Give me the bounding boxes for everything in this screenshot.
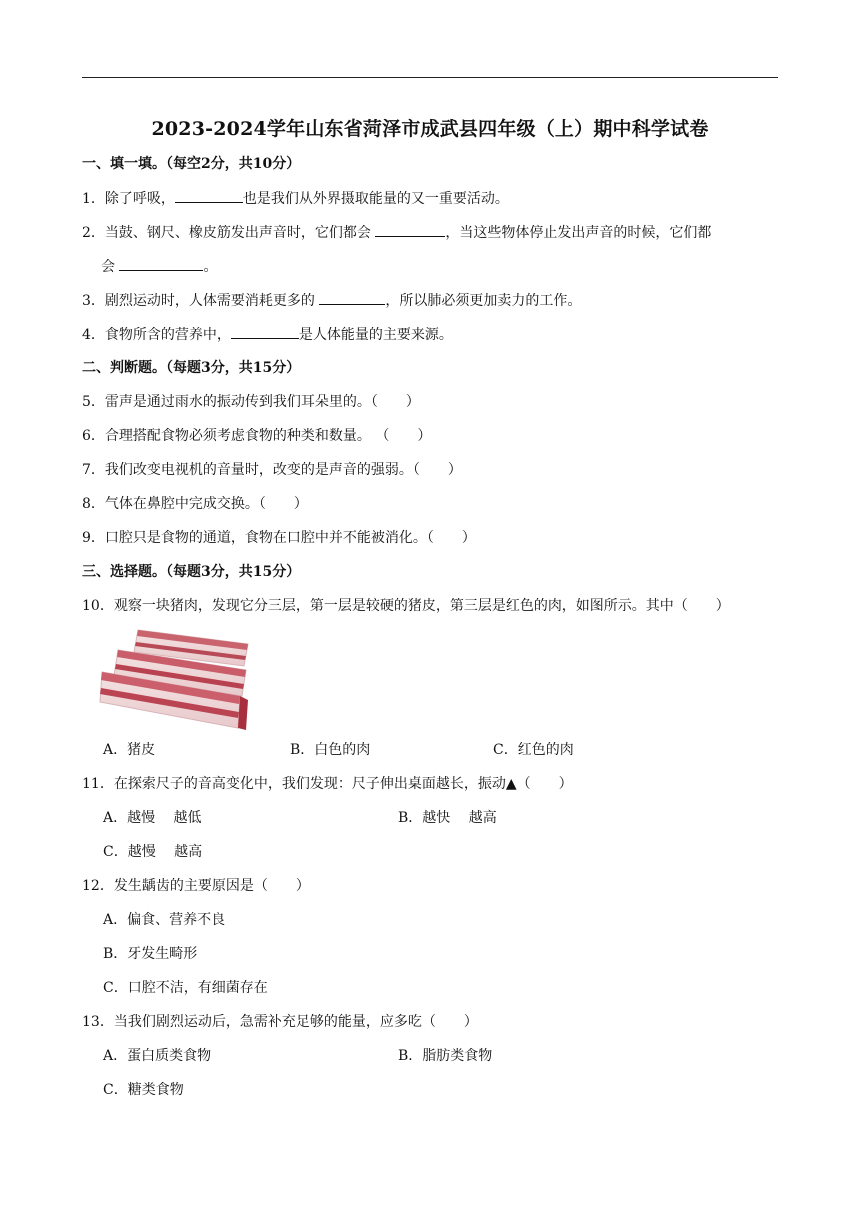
question-3: 3．剧烈运动时，人体需要消耗更多的 ，所以肺必须更加卖力的工作。 [82,290,581,311]
question-2-cont: 会 。 [101,256,217,277]
answer-blank[interactable] [231,324,299,339]
section-heading-3: 三、选择题。（每题3分，共15分） [82,564,301,580]
question-10: 10．观察一块猪肉，发现它分三层，第一层是较硬的猪皮，第三层是红色的肉，如图所示。其中（ ） [82,598,730,614]
question-1: 1．除了呼吸， 也是我们从外界摄取能量的又一重要活动。 [82,188,509,209]
question-9: 9．口腔只是食物的通道，食物在口腔中并不能被消化。（ ） [82,530,476,546]
q13-option-c: C．糖类食物 [103,1082,184,1098]
question-11: 11．在探索尺子的音高变化中，我们发现：尺子伸出桌面越长，振动▲（ ） [82,776,573,792]
question-12: 12．发生龋齿的主要原因是（ ） [82,878,310,894]
q13-option-a: A．蛋白质类食物 [103,1048,212,1064]
answer-blank[interactable] [319,290,385,305]
question-6: 6．合理搭配食物必须考虑食物的种类和数量。 （ ） [82,428,432,444]
question-8: 8．气体在鼻腔中完成交换。（ ） [82,496,308,512]
answer-blank[interactable] [119,256,203,271]
answer-blank[interactable] [375,222,445,237]
question-7: 7．我们改变电视机的音量时，改变的是声音的强弱。（ ） [82,462,462,478]
question-2: 2．当鼓、钢尺、橡皮筋发出声音时，它们都会 ，当这些物体停止发出声音的时候，它们都 [82,222,711,243]
question-13: 13．当我们剧烈运动后，急需补充足够的能量，应多吃（ ） [82,1014,478,1030]
question-5: 5．雷声是通过雨水的振动传到我们耳朵里的。（ ） [82,394,420,410]
q12-option-a: A．偏食、营养不良 [103,912,226,928]
q12-option-c: C．口腔不洁，有细菌存在 [103,980,268,996]
question-4: 4．食物所含的营养中， 是人体能量的主要来源。 [82,324,453,345]
q13-option-b: B．脂肪类食物 [398,1048,493,1064]
q11-option-a: A．越慢 越低 [103,810,202,826]
pork-belly-image [98,622,250,732]
q11-option-c: C．越慢 越高 [103,844,203,860]
header-rule [82,77,778,78]
section-heading-2: 二、判断题。（每题3分，共15分） [82,360,301,376]
q10-option-c: C．红色的肉 [493,742,574,758]
q12-option-b: B．牙发生畸形 [103,946,198,962]
q10-option-b: B．白色的肉 [290,742,371,758]
page-title: 2023-2024学年山东省菏泽市成武县四年级（上）期中科学试卷 [151,118,709,140]
section-heading-1: 一、填一填。（每空2分，共10分） [82,156,301,172]
answer-blank[interactable] [175,188,243,203]
q11-option-b: B．越快 越高 [398,810,497,826]
q10-option-a: A．猪皮 [103,742,156,758]
